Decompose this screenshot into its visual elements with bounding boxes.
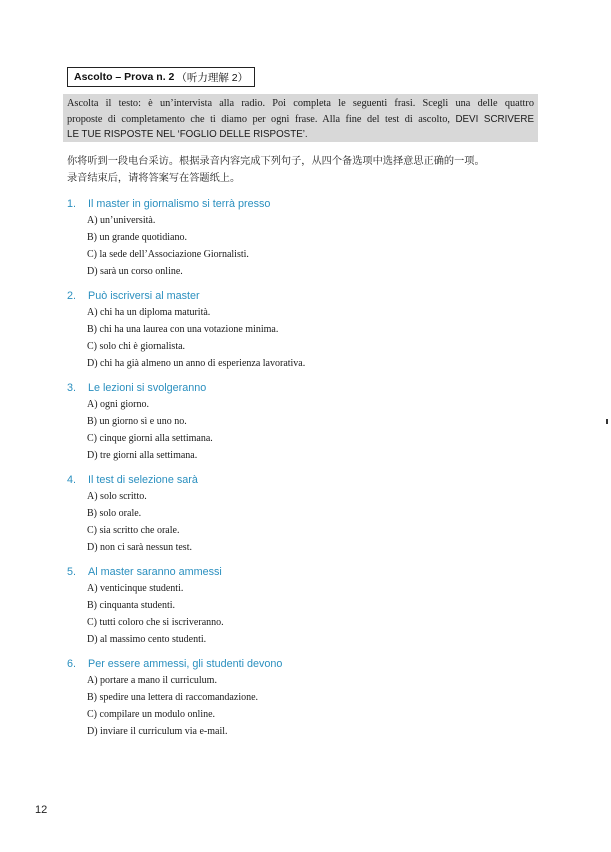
option-a: A) solo scritto. — [87, 491, 147, 502]
section-title: Ascolto – Prova n. 2 — [74, 71, 175, 83]
question-number: 6. — [67, 658, 77, 670]
option-a: A) ogni giorno. — [87, 399, 149, 410]
question-text: Per essere ammessi, gli studenti devono — [88, 658, 283, 670]
question-2 — [67, 288, 527, 372]
question-number: 4. — [67, 474, 77, 486]
option-b: B) cinquanta studenti. — [87, 600, 176, 611]
option-c: C) compilare un modulo online. — [87, 709, 216, 720]
question-1 — [67, 196, 527, 280]
question-4 — [67, 472, 527, 556]
question-title — [67, 380, 527, 396]
option-b: B) un giorno sì e uno no. — [87, 416, 187, 427]
question-title — [67, 196, 527, 212]
option-d: D) chi ha già almeno un anno di esperienza lavorativa. — [87, 358, 306, 369]
page-number: 12 — [35, 804, 48, 816]
instructions-line-2-text: proposte di completamento che ti diamo per ogni frase. Alla fine del test di ascolto, — [67, 113, 450, 125]
option-c: C) solo chi è giornalista. — [87, 341, 186, 352]
question-text: Al master saranno ammessi — [88, 566, 222, 578]
option-a: A) un’università. — [87, 215, 156, 226]
question-title — [67, 472, 527, 488]
option-b: B) solo orale. — [87, 508, 142, 519]
question-title — [67, 564, 527, 580]
edge-mark — [606, 419, 608, 424]
instructions-line-1: Ascolta il testo: è un’intervista alla radio. Poi completa le seguenti frasi. Scegli una delle quattro — [67, 98, 534, 109]
option-d: D) non ci sarà nessun test. — [87, 542, 192, 553]
question-title — [67, 288, 527, 304]
instructions-line-2 — [67, 112, 534, 128]
question-3 — [67, 380, 527, 464]
question-title — [67, 656, 527, 672]
option-d: D) al massimo cento studenti. — [87, 634, 207, 645]
chinese-instructions-line-1: 你将听到一段电台采访。根据录音内容完成下列句子，从四个备选项中选择意思正确的一项。 — [67, 156, 485, 167]
section-title-chinese: （听力理解 2） — [176, 71, 249, 84]
option-c: C) sia scritto che orale. — [87, 525, 180, 536]
option-a: A) chi ha un diploma maturità. — [87, 307, 211, 318]
option-b: B) un grande quotidiano. — [87, 232, 187, 243]
option-c: C) cinque giorni alla settimana. — [87, 433, 213, 444]
question-number: 3. — [67, 382, 77, 394]
section-label — [67, 67, 255, 87]
question-text: Il test di selezione sarà — [88, 474, 198, 486]
option-b: B) chi ha una laurea con una votazione minima. — [87, 324, 279, 335]
chinese-instructions — [67, 153, 539, 187]
option-a: A) portare a mano il curriculum. — [87, 675, 217, 686]
question-6 — [67, 656, 527, 740]
option-d: D) sarà un corso online. — [87, 266, 183, 277]
question-text: Il master in giornalismo si terrà presso — [88, 198, 271, 210]
option-c: C) tutti coloro che si iscriveranno. — [87, 617, 224, 628]
option-d: D) inviare il curriculum via e-mail. — [87, 726, 228, 737]
option-d: D) tre giorni alla settimana. — [87, 450, 198, 461]
question-number: 1. — [67, 198, 77, 210]
question-5 — [67, 564, 527, 648]
instructions-line-2-caps: DEVI SCRIVERE — [455, 113, 534, 125]
question-number: 5. — [67, 566, 77, 578]
option-a: A) venticinque studenti. — [87, 583, 184, 594]
option-c: C) la sede dell’Associazione Giornalisti. — [87, 249, 249, 260]
question-text: Può iscriversi al master — [88, 290, 200, 302]
instructions-line-3: LE TUE RISPOSTE NEL ‘FOGLIO DELLE RISPOSTE’. — [67, 129, 308, 140]
chinese-instructions-line-2: 录音结束后，请将答案写在答题纸上。 — [67, 173, 241, 184]
instructions-box — [63, 94, 538, 142]
question-text: Le lezioni si svolgeranno — [88, 382, 207, 394]
question-number: 2. — [67, 290, 77, 302]
option-b: B) spedire una lettera di raccomandazione. — [87, 692, 259, 703]
